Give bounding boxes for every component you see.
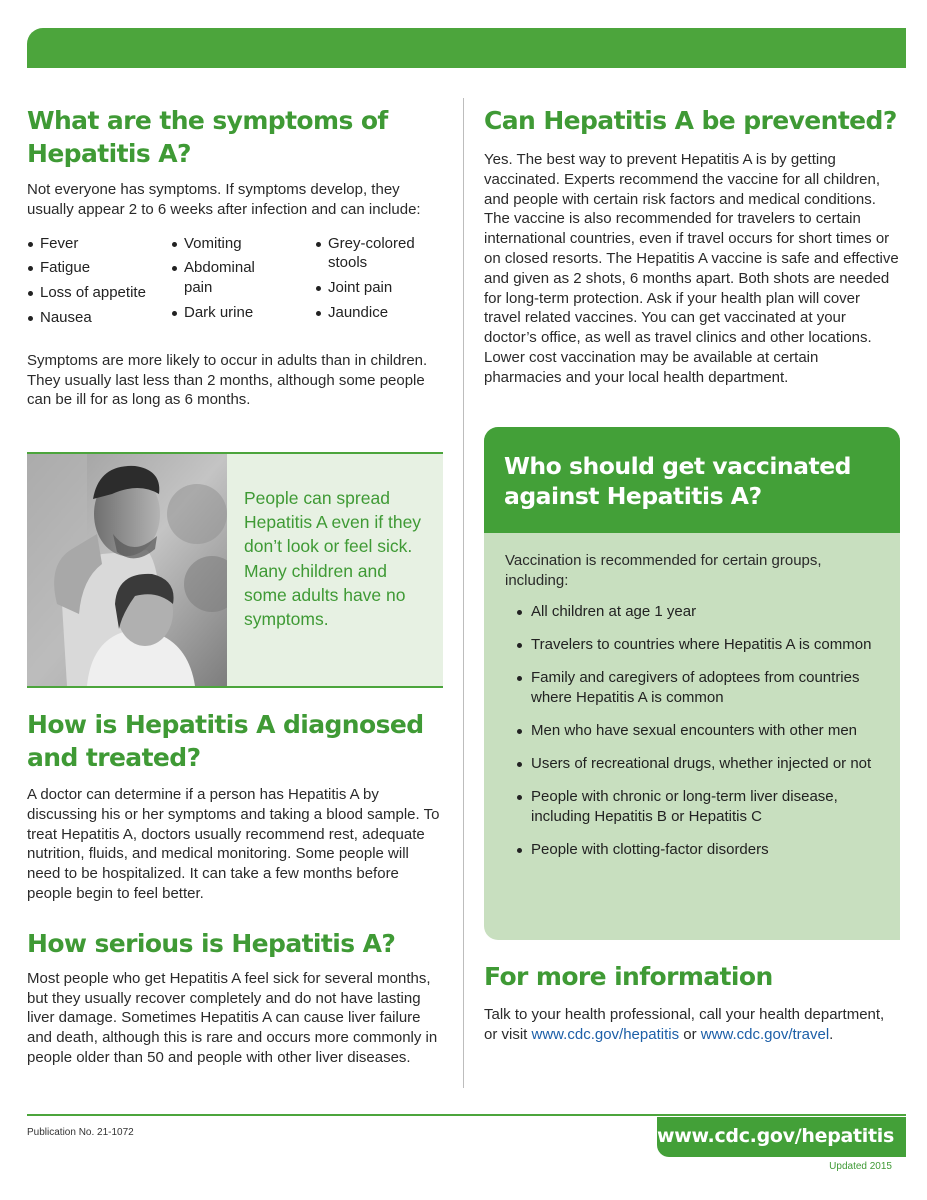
- more-info-text: or: [679, 1025, 701, 1043]
- vaccination-heading-line1: Who should get vaccinated: [504, 452, 851, 480]
- publication-number: Publication No. 21-1072: [27, 1127, 134, 1138]
- prevented-heading: Can Hepatitis A be prevented?: [484, 106, 897, 135]
- serious-section: [27, 927, 443, 1068]
- symptoms-list-col-2: [171, 234, 315, 333]
- symptom-item: Fever: [27, 234, 171, 254]
- prevented-body: Yes. The best way to prevent Hepatitis A is by getting vaccinated. Experts recommend the vaccine for all children, and people with certain risk factors and medical conditions. The vaccine is also recommended for travelers to certain international countries, even if travel occurs for short times or on closed resorts. The Hepatitis A vaccine is safe and effective and given as 2 shots, 6 months apart. Both shots are needed for long-term protection. Ask if your health plan will cover travel related vaccines. You can get vaccinated at your doctor’s office, as well as travel clinics and other locations. Lower cost vaccination may be available at certain pharmacies and your local health department.: [484, 151, 899, 386]
- footer-url-bar[interactable]: www.cdc.gov/hepatitis: [657, 1117, 906, 1157]
- symptoms-list-col-3: [315, 234, 443, 333]
- vaccination-intro: Vaccination is recommended for certain groups, including:: [505, 552, 822, 589]
- symptoms-intro: Not everyone has symptoms. If symptoms develop, they usually appear 2 to 6 weeks after infection and can include:: [27, 181, 421, 218]
- hepatitis-link[interactable]: www.cdc.gov/hepatitis: [531, 1025, 680, 1043]
- diagnosed-heading-line1: How is Hepatitis A diagnosed: [27, 710, 424, 739]
- vaccination-box-header: [484, 427, 900, 533]
- symptoms-list: [27, 234, 443, 333]
- more-info-text: Talk to your health professional, call your health department, or visit: [484, 1006, 885, 1043]
- more-info-section: [484, 960, 900, 1045]
- list-item: People with chronic or long-term liver disease, including Hepatitis B or Hepatitis C: [505, 787, 880, 827]
- symptom-item: Abdominal pain: [171, 258, 271, 298]
- symptoms-list-col-1: [27, 234, 171, 333]
- list-item: Men who have sexual encounters with other men: [505, 721, 880, 741]
- vaccination-list: [505, 602, 880, 861]
- symptom-item: Dark urine: [171, 303, 315, 323]
- list-item: Family and caregivers of adoptees from countries where Hepatitis A is common: [505, 668, 880, 708]
- column-divider: [463, 98, 464, 1088]
- list-item: Users of recreational drugs, whether injected or not: [505, 754, 880, 774]
- left-column: [27, 104, 443, 410]
- prevented-section: [484, 104, 900, 388]
- symptom-item: Vomiting: [171, 234, 315, 254]
- symptoms-section: [27, 104, 443, 410]
- vaccination-box: [484, 427, 900, 940]
- serious-heading: How serious is Hepatitis A?: [27, 928, 396, 958]
- symptom-item: Nausea: [27, 308, 171, 328]
- diagnosed-section: [27, 708, 443, 904]
- right-column: [484, 104, 900, 388]
- updated-date: Updated 2015: [829, 1161, 892, 1172]
- more-info-text: .: [829, 1025, 834, 1043]
- symptom-item: Jaundice: [315, 303, 443, 323]
- callout-text: People can spread Hepatitis A even if they don’t look or feel sick. Many children and some adults have no symptoms.: [244, 488, 422, 630]
- symptom-item: Joint pain: [315, 278, 443, 298]
- footer-rule: [27, 1114, 906, 1116]
- list-item: Travelers to countries where Hepatitis A is common: [505, 635, 880, 655]
- symptoms-heading-line2: Hepatitis A?: [27, 139, 191, 168]
- diagnosed-body: A doctor can determine if a person has Hepatitis A by discussing his or her symptoms and taking a blood sample. To treat Hepatitis A, doctors usually recommend rest, adequate nutrition, fluids, and medical monitoring. Some people will need to be hospitalized. It can take a few months before people begin to feel better.: [27, 786, 440, 902]
- diagnosed-heading: [27, 708, 443, 774]
- left-column-lower: [27, 708, 443, 1068]
- list-item: All children at age 1 year: [505, 602, 880, 622]
- vaccination-box-body: [484, 533, 900, 860]
- symptom-item: Fatigue: [27, 258, 171, 278]
- symptoms-heading: [27, 104, 443, 170]
- top-banner-bar: [27, 28, 906, 68]
- symptom-item: Grey-colored stools: [315, 234, 427, 274]
- symptom-item: Loss of appetite: [27, 283, 171, 303]
- more-info-heading: For more information: [484, 962, 773, 991]
- symptoms-outro: Symptoms are more likely to occur in adults than in children. They usually last less than 2 months, although some people can be ill for as long as 6 months.: [27, 351, 428, 409]
- vaccination-heading-line2: against Hepatitis A?: [504, 482, 762, 510]
- symptoms-heading-line1: What are the symptoms of: [27, 106, 388, 135]
- couple-photo: [27, 454, 227, 686]
- vaccination-heading: [504, 451, 880, 511]
- more-info-body: [484, 1005, 900, 1045]
- serious-body: Most people who get Hepatitis A feel sick for several months, but they usually recover completely and do not have lasting liver damage. Sometimes Hepatitis A can cause liver failure and death, although this is rare and occurs more commonly in people older than 50 and people with other liver diseases.: [27, 969, 438, 1066]
- spread-callout: [27, 452, 443, 688]
- diagnosed-heading-line2: and treated?: [27, 743, 201, 772]
- list-item: People with clotting-factor disorders: [505, 840, 880, 860]
- travel-link[interactable]: www.cdc.gov/travel: [700, 1025, 830, 1043]
